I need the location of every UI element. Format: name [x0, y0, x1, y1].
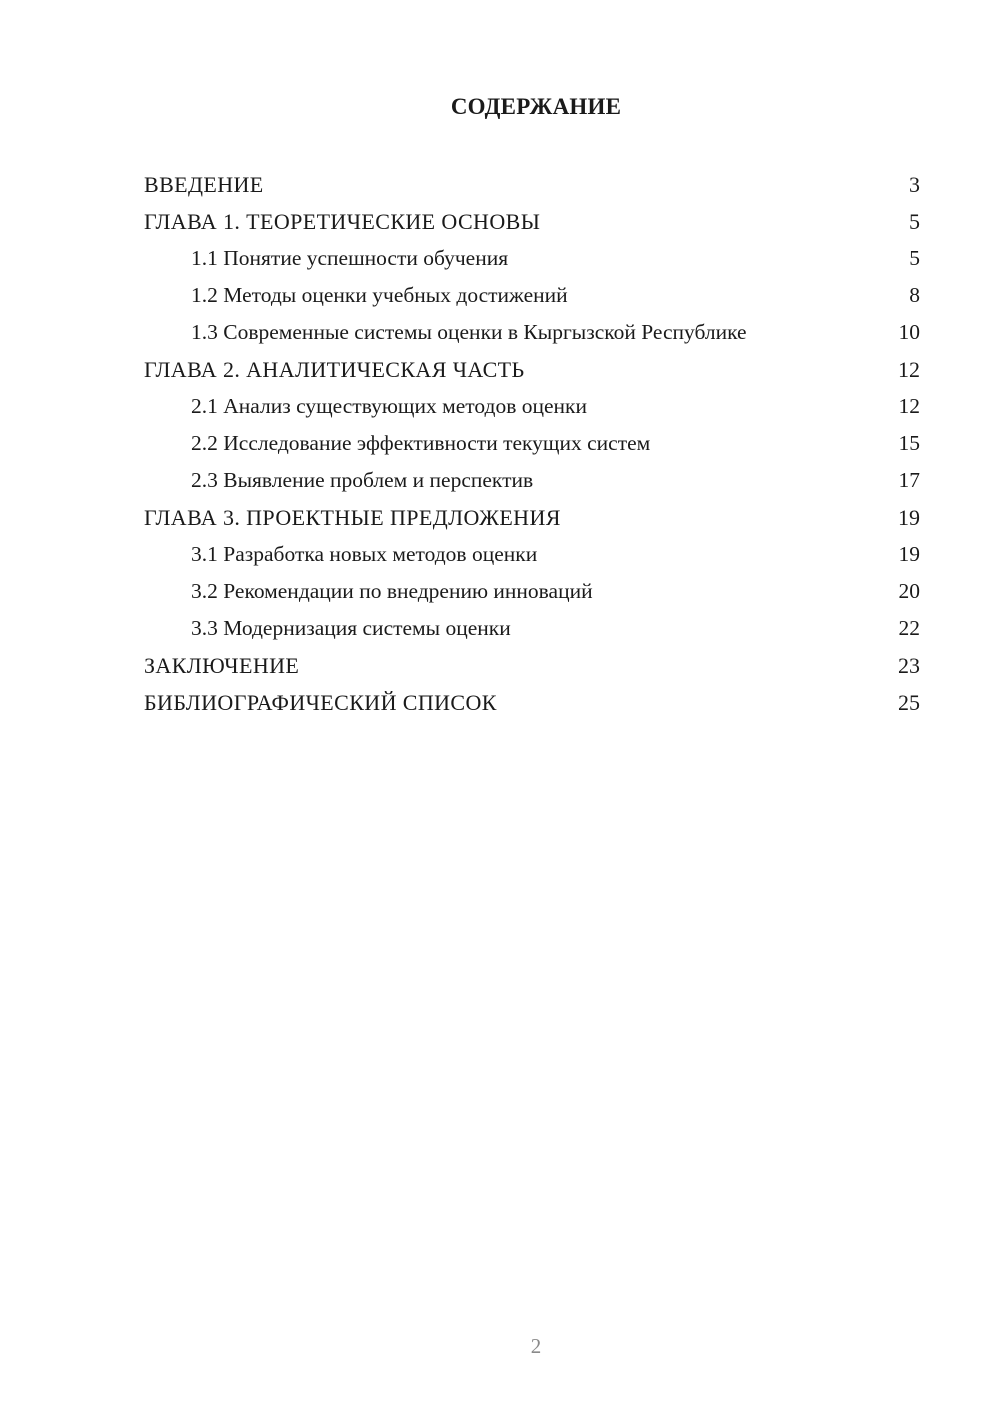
- toc-entry-label: 1.1 Понятие успешности обучения: [191, 246, 509, 270]
- toc-entry-page: 12: [898, 357, 920, 382]
- toc-entry-label: 2.1 Анализ существующих методов оценки: [191, 394, 587, 418]
- toc-entry-label: 2.2 Исследование эффективности текущих систем: [191, 431, 651, 455]
- toc-entry-page: 23: [898, 653, 920, 678]
- toc-entry-label: 1.2 Методы оценки учебных достижений: [191, 283, 568, 307]
- toc-entry-bibliography: [144, 684, 920, 721]
- toc-entry-label: 1.3 Современные системы оценки в Кыргызской Республике: [191, 320, 747, 344]
- toc-entry-page: 12: [898, 394, 920, 418]
- toc-entry-label: 3.1 Разработка новых методов оценки: [191, 542, 538, 566]
- page-number: 2: [530, 1334, 542, 1358]
- toc-entry-page: 22: [898, 616, 920, 640]
- toc-entry-section-3-1: [144, 536, 920, 573]
- toc-entry-section-1-2: [144, 277, 920, 314]
- toc-entry-label: ГЛАВА 1. ТЕОРЕТИЧЕСКИЕ ОСНОВЫ: [144, 209, 541, 234]
- toc-entry-section-1-1: [144, 240, 920, 277]
- toc-entry-section-3-3: [144, 610, 920, 647]
- toc-entry-section-1-3: [144, 314, 920, 351]
- toc-entry-section-2-2: [144, 425, 920, 462]
- toc-entry-page: 17: [898, 468, 920, 492]
- toc-entry-section-3-2: [144, 573, 920, 610]
- toc-entry-label: БИБЛИОГРАФИЧЕСКИЙ СПИСОК: [144, 690, 497, 715]
- toc-entry-page: 25: [898, 690, 920, 715]
- toc-entry-chapter-1: [144, 203, 920, 240]
- table-of-contents: [144, 166, 920, 721]
- toc-entry-label: 2.3 Выявление проблем и перспектив: [191, 468, 534, 492]
- toc-entry-page: 19: [898, 542, 920, 566]
- toc-entry-page: 5: [909, 246, 920, 270]
- toc-entry-page: 5: [909, 209, 920, 234]
- toc-entry-page: 3: [909, 172, 920, 197]
- toc-entry-page: 20: [898, 579, 920, 603]
- toc-entry-page: 19: [898, 505, 920, 530]
- toc-entry-label: ГЛАВА 3. ПРОЕКТНЫЕ ПРЕДЛОЖЕНИЯ: [144, 505, 561, 530]
- toc-entry-label: 3.2 Рекомендации по внедрению инноваций: [191, 579, 593, 603]
- toc-entry-introduction: [144, 166, 920, 203]
- toc-entry-label: ЗАКЛЮЧЕНИЕ: [144, 653, 300, 678]
- toc-entry-label: ВВЕДЕНИЕ: [144, 172, 264, 197]
- toc-entry-chapter-3: [144, 499, 920, 536]
- toc-entry-label: 3.3 Модернизация системы оценки: [191, 616, 511, 640]
- page-title: СОДЕРЖАНИЕ: [450, 94, 622, 119]
- toc-entry-label: ГЛАВА 2. АНАЛИТИЧЕСКАЯ ЧАСТЬ: [144, 357, 525, 382]
- toc-entry-page: 15: [898, 431, 920, 455]
- toc-entry-page: 10: [898, 320, 920, 344]
- toc-entry-page: 8: [909, 283, 920, 307]
- toc-entry-chapter-2: [144, 351, 920, 388]
- toc-entry-section-2-1: [144, 388, 920, 425]
- toc-entry-conclusion: [144, 647, 920, 684]
- toc-entry-section-2-3: [144, 462, 920, 499]
